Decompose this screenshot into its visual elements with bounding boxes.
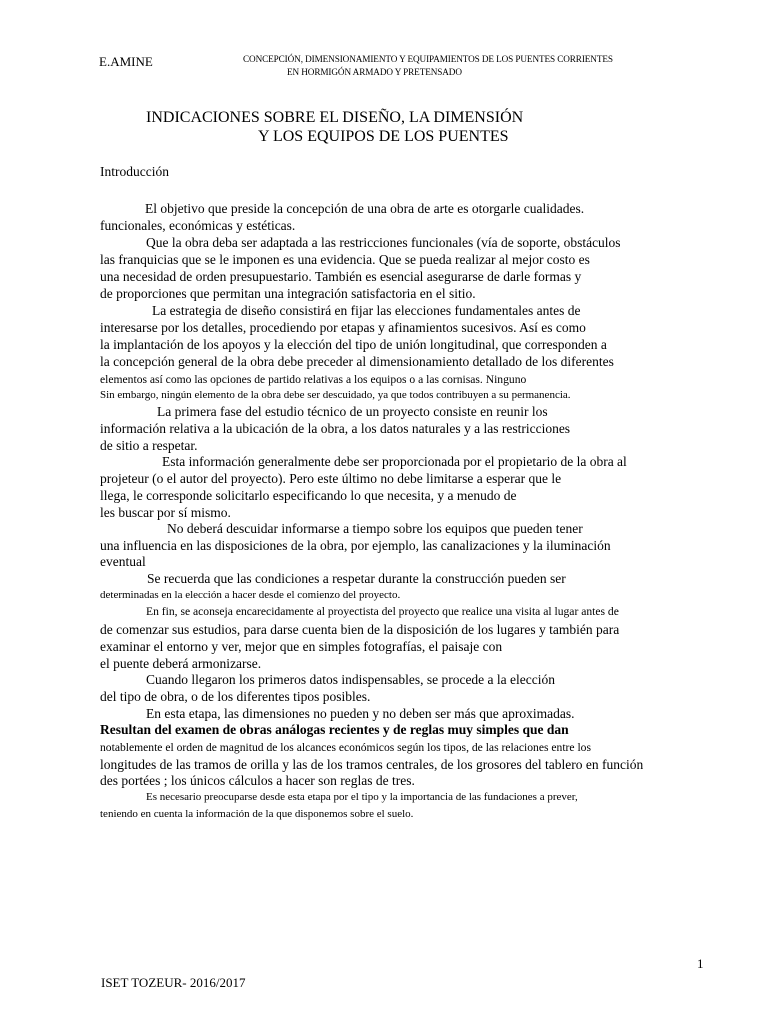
text-line: No deberá descuidar informarse a tiempo sobre los equipos que pueden tener — [167, 521, 583, 536]
text-line: Esta información generalmente debe ser proporcionada por el propietario de la obra al — [162, 454, 627, 469]
text-line: elementos así como las opciones de partido relativas a los equipos o a las cornisas. Ninguno — [100, 373, 527, 386]
text-line: de sitio a respetar. — [100, 438, 198, 453]
page-number: 1 — [697, 956, 704, 971]
section-heading: Introducción — [100, 164, 169, 179]
text-line: El objetivo que preside la concepción de una obra de arte es otorgarle cualidades. — [145, 201, 585, 216]
text-line: de comenzar sus estudios, para darse cuenta bien de la disposición de los lugares y también para — [100, 622, 620, 637]
text-line: Se recuerda que las condiciones a respetar durante la construcción pueden ser — [147, 571, 566, 586]
text-line: examinar el entorno y ver, mejor que en simples fotografías, el paisaje con — [100, 639, 503, 654]
text-line: las franquicias que se le imponen es una evidencia. Que se pueda realizar al mejor costo es — [100, 252, 590, 267]
footer-institution: ISET TOZEUR- 2016/2017 — [101, 975, 246, 990]
text-line: determinadas en la elección a hacer desde el comienzo del proyecto. — [100, 589, 401, 601]
text-line: del tipo de obra, o de los diferentes tipos posibles. — [100, 689, 371, 704]
text-line: notablemente el orden de magnitud de los alcances económicos según los tipos, de las relaciones entre los — [100, 741, 591, 754]
document-title-line-2: Y LOS EQUIPOS DE LOS PUENTES — [258, 128, 509, 145]
text-line: interesarse por los detalles, procediendo por etapas y afinamientos sucesivos. Así es como — [100, 320, 586, 335]
text-line: Sin embargo, ningún elemento de la obra debe ser descuidado, ya que todos contribuyen a su permanencia. — [100, 389, 571, 401]
course-title-line-1: CONCEPCIÓN, DIMENSIONAMIENTO Y EQUIPAMIENTOS DE LOS PUENTES CORRIENTES — [243, 54, 613, 64]
text-line: la concepción general de la obra debe preceder al dimensionamiento detallado de los diferentes — [100, 354, 614, 369]
text-line: funcionales, económicas y estéticas. — [100, 218, 296, 233]
text-line: de proporciones que permitan una integración satisfactoria en el sitio. — [100, 286, 476, 301]
text-line: des portées ; los únicos cálculos a hacer son reglas de tres. — [100, 773, 415, 788]
text-line: Es necesario preocuparse desde esta etapa por el tipo y la importancia de las fundaciones a prever, — [146, 791, 578, 803]
text-line: el puente deberá armonizarse. — [100, 656, 262, 671]
text-line: La primera fase del estudio técnico de un proyecto consiste en reunir los — [157, 404, 548, 419]
text-line: eventual — [100, 554, 146, 569]
text-line: projeteur (o el autor del proyecto). Pero este último no debe limitarse a esperar que le — [100, 471, 562, 486]
text-line: llega, le corresponde solicitarlo especificando lo que necesita, y a menudo de — [100, 488, 517, 503]
text-line: la implantación de los apoyos y la elección del tipo de unión longitudinal, que corresponden a — [100, 337, 607, 352]
text-line: En fin, se aconseja encarecidamente al proyectista del proyecto que realice una visita al lugar antes de — [146, 605, 619, 618]
text-line: les buscar por sí mismo. — [100, 505, 231, 520]
author-name: E.AMINE — [99, 54, 153, 69]
text-line: teniendo en cuenta la información de la que disponemos sobre el suelo. — [100, 808, 414, 820]
text-line: longitudes de las tramos de orilla y las de los tramos centrales, de los grosores del tablero en función — [100, 757, 644, 772]
text-line: Cuando llegaron los primeros datos indispensables, se procede a la elección — [146, 672, 556, 687]
text-line: En esta etapa, las dimensiones no pueden y no deben ser más que aproximadas. — [146, 706, 575, 721]
text-line: una influencia en las disposiciones de la obra, por ejemplo, las canalizaciones y la iluminación — [100, 538, 611, 553]
text-line: información relativa a la ubicación de la obra, a los datos naturales y a las restricciones — [100, 421, 571, 436]
course-title-line-2: EN HORMIGÓN ARMADO Y PRETENSADO — [287, 67, 462, 77]
text-line: Que la obra deba ser adaptada a las restricciones funcionales (vía de soporte, obstáculos — [146, 235, 621, 250]
document-title-line-1: INDICACIONES SOBRE EL DISEÑO, LA DIMENSIÓN — [146, 109, 524, 126]
text-line-bold: Resultan del examen de obras análogas recientes y de reglas muy simples que dan — [100, 722, 569, 737]
text-line: una necesidad de orden presupuestario. También es esencial asegurarse de darle formas y — [100, 269, 582, 284]
text-line: La estrategia de diseño consistirá en fijar las elecciones fundamentales antes de — [152, 303, 581, 318]
